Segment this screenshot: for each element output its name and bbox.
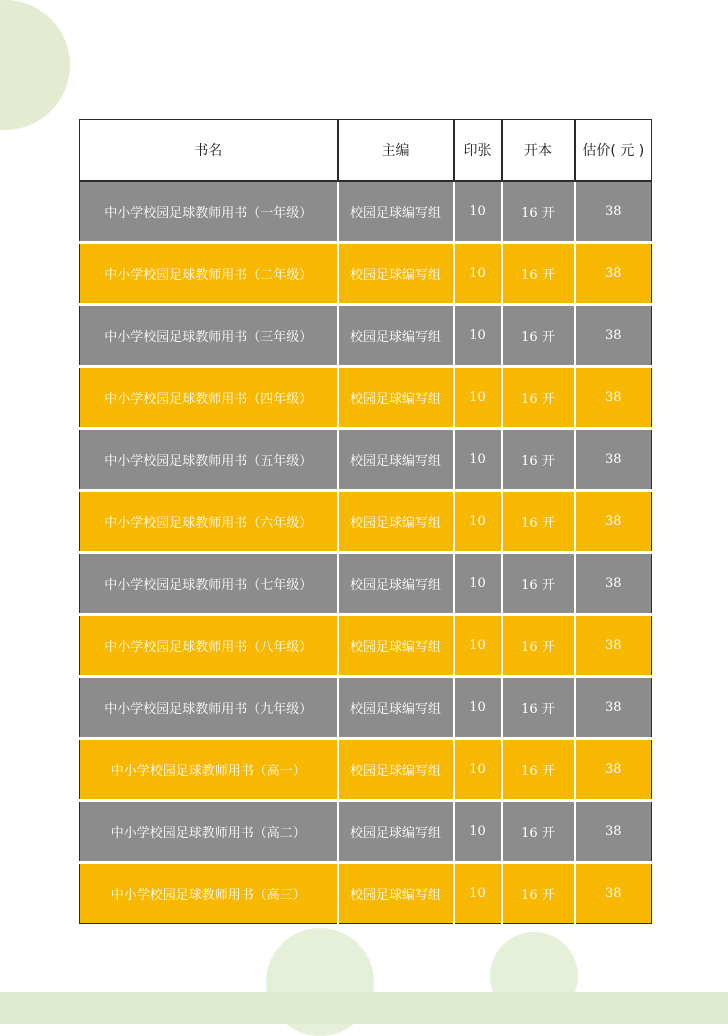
cell-sheets: 10 (454, 181, 502, 243)
table-row (80, 367, 652, 429)
cell-format: 16 开 (502, 243, 575, 305)
cell-sheets: 10 (454, 801, 502, 863)
cell-sheets: 10 (454, 739, 502, 801)
table-row (80, 739, 652, 801)
cell-title: 中小学校园足球教师用书（高三） (80, 863, 338, 924)
cell-editor: 校园足球编写组 (338, 739, 454, 801)
cell-sheets: 10 (454, 243, 502, 305)
table-row (80, 863, 652, 924)
table-row (80, 801, 652, 863)
table-row (80, 429, 652, 491)
cell-price: 38 (575, 243, 652, 305)
cell-price: 38 (575, 801, 652, 863)
decorative-circle-top (0, 0, 70, 130)
cell-format: 16 开 (502, 739, 575, 801)
cell-format: 16 开 (502, 553, 575, 615)
cell-format: 16 开 (502, 863, 575, 924)
cell-price: 38 (575, 677, 652, 739)
cell-editor: 校园足球编写组 (338, 181, 454, 243)
cell-title: 中小学校园足球教师用书（高一） (80, 739, 338, 801)
cell-title: 中小学校园足球教师用书（三年级） (80, 305, 338, 367)
cell-price: 38 (575, 553, 652, 615)
table-row (80, 615, 652, 677)
table-row (80, 305, 652, 367)
cell-format: 16 开 (502, 305, 575, 367)
cell-format: 16 开 (502, 491, 575, 553)
cell-sheets: 10 (454, 615, 502, 677)
cell-price: 38 (575, 739, 652, 801)
header-format: 开本 (502, 120, 575, 182)
decorative-footer-band (0, 992, 728, 1024)
cell-price: 38 (575, 181, 652, 243)
header-title: 书名 (80, 120, 338, 182)
table-row (80, 491, 652, 553)
table-header-row (80, 120, 652, 182)
header-sheets: 印张 (454, 120, 502, 182)
cell-title: 中小学校园足球教师用书（四年级） (80, 367, 338, 429)
table-row (80, 243, 652, 305)
cell-editor: 校园足球编写组 (338, 553, 454, 615)
cell-editor: 校园足球编写组 (338, 491, 454, 553)
header-editor: 主编 (338, 120, 454, 182)
cell-price: 38 (575, 367, 652, 429)
cell-title: 中小学校园足球教师用书（九年级） (80, 677, 338, 739)
cell-format: 16 开 (502, 367, 575, 429)
cell-sheets: 10 (454, 429, 502, 491)
cell-editor: 校园足球编写组 (338, 615, 454, 677)
cell-sheets: 10 (454, 553, 502, 615)
cell-title: 中小学校园足球教师用书（高二） (80, 801, 338, 863)
cell-editor: 校园足球编写组 (338, 863, 454, 924)
cell-editor: 校园足球编写组 (338, 429, 454, 491)
table-row (80, 553, 652, 615)
cell-sheets: 10 (454, 491, 502, 553)
cell-format: 16 开 (502, 677, 575, 739)
header-price: 估价( 元 ) (575, 120, 652, 182)
cell-sheets: 10 (454, 677, 502, 739)
cell-price: 38 (575, 615, 652, 677)
cell-format: 16 开 (502, 429, 575, 491)
cell-format: 16 开 (502, 801, 575, 863)
cell-sheets: 10 (454, 305, 502, 367)
cell-sheets: 10 (454, 863, 502, 924)
cell-price: 38 (575, 305, 652, 367)
cell-price: 38 (575, 429, 652, 491)
cell-title: 中小学校园足球教师用书（五年级） (80, 429, 338, 491)
book-price-table (79, 119, 652, 924)
cell-editor: 校园足球编写组 (338, 243, 454, 305)
cell-format: 16 开 (502, 181, 575, 243)
cell-format: 16 开 (502, 615, 575, 677)
cell-price: 38 (575, 863, 652, 924)
table-row (80, 677, 652, 739)
cell-editor: 校园足球编写组 (338, 801, 454, 863)
cell-title: 中小学校园足球教师用书（六年级） (80, 491, 338, 553)
cell-editor: 校园足球编写组 (338, 367, 454, 429)
cell-price: 38 (575, 491, 652, 553)
cell-title: 中小学校园足球教师用书（七年级） (80, 553, 338, 615)
cell-sheets: 10 (454, 367, 502, 429)
table-row (80, 181, 652, 243)
cell-title: 中小学校园足球教师用书（八年级） (80, 615, 338, 677)
cell-title: 中小学校园足球教师用书（二年级） (80, 243, 338, 305)
cell-editor: 校园足球编写组 (338, 305, 454, 367)
cell-editor: 校园足球编写组 (338, 677, 454, 739)
cell-title: 中小学校园足球教师用书（一年级） (80, 181, 338, 243)
